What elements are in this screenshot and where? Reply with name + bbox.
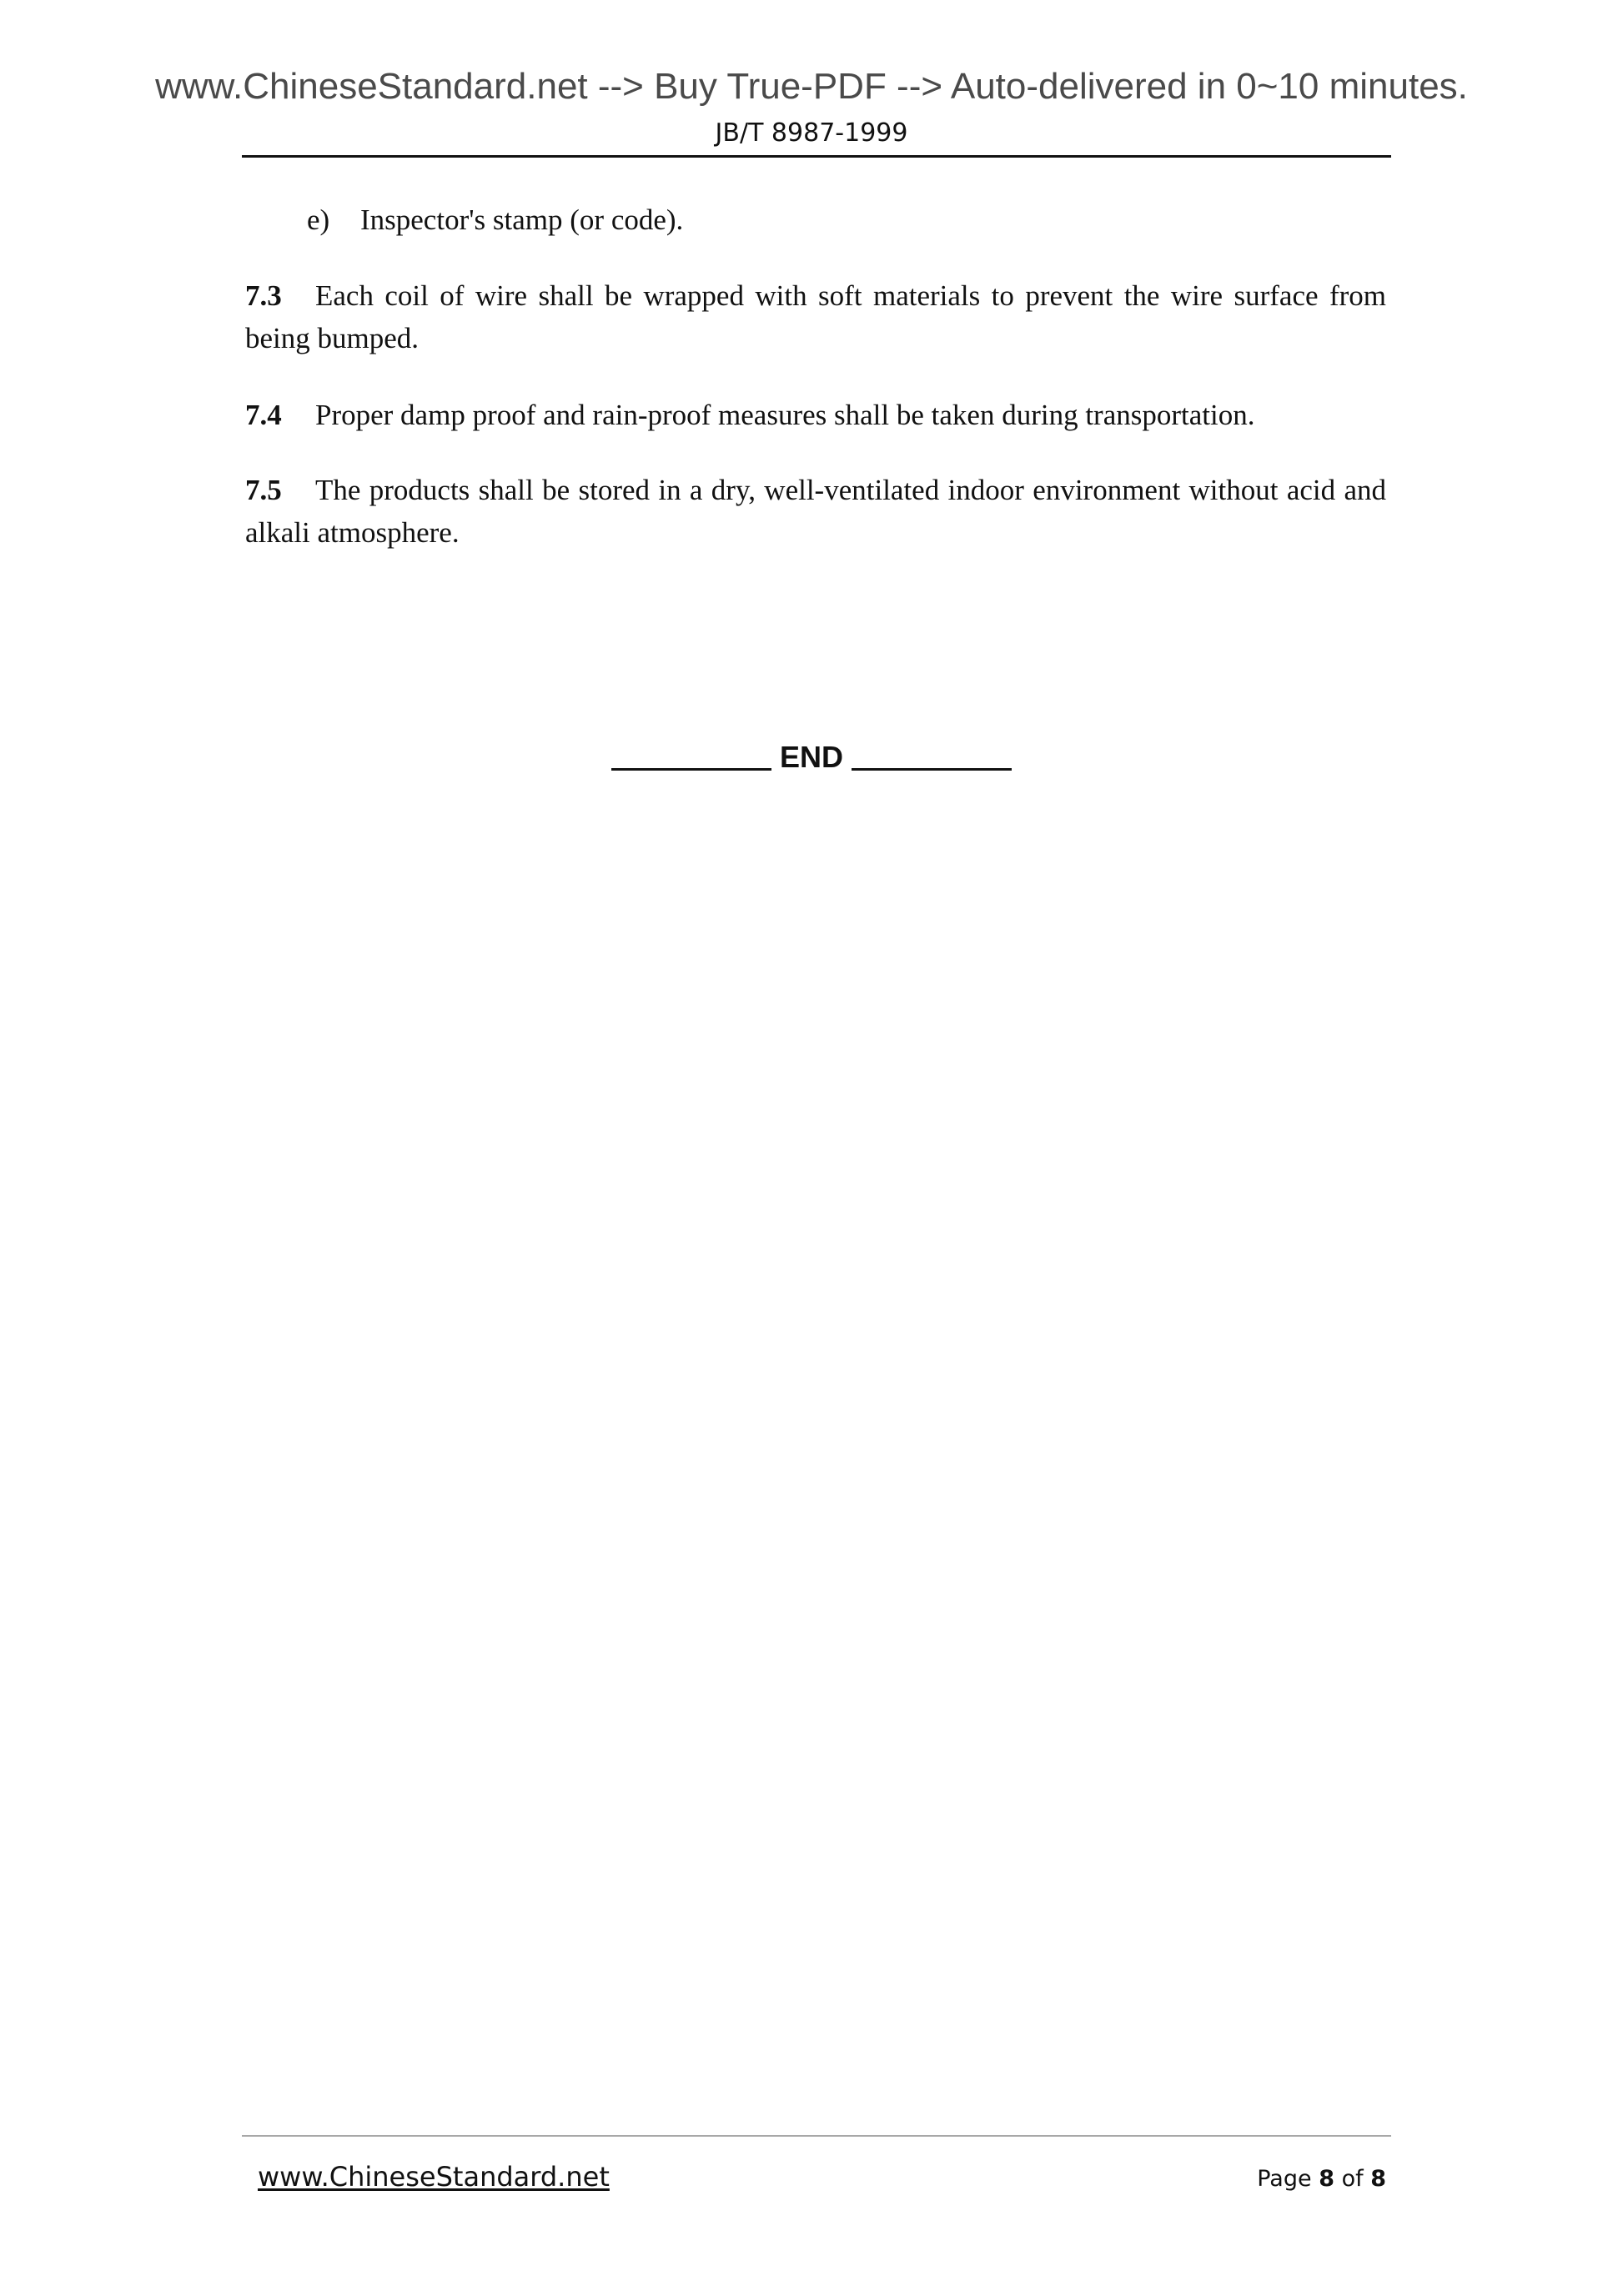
- end-rule-left: [611, 768, 771, 771]
- header-divider: [242, 155, 1391, 158]
- page-number: [1257, 2165, 1386, 2193]
- clause-7-4: [245, 394, 1386, 436]
- page-word: Page: [1257, 2166, 1312, 2192]
- clause-number: 7.5: [245, 474, 282, 506]
- page-of: of: [1341, 2166, 1364, 2192]
- clause-text: Proper damp proof and rain-proof measures shall be taken during transportation.: [315, 399, 1255, 431]
- end-rule-right: [852, 768, 1012, 771]
- footer-divider: [242, 2135, 1391, 2137]
- clause-number: 7.4: [245, 399, 282, 431]
- clause-text: The products shall be stored in a dry, well-ventilated indoor environment without acid and alkali atmosphere.: [245, 474, 1386, 549]
- end-marker: [0, 739, 1623, 776]
- page-current: 8: [1319, 2166, 1334, 2192]
- site-banner[interactable]: www.ChineseStandard.net --> Buy True-PDF --> Auto-delivered in 0~10 minutes.: [155, 66, 1468, 107]
- clause-7-3: [245, 274, 1386, 359]
- clause-number: 7.3: [245, 279, 282, 312]
- clause-7-5: [245, 469, 1386, 554]
- list-item-e: [307, 198, 683, 241]
- footer-site-link[interactable]: www.ChineseStandard.net: [258, 2161, 610, 2193]
- clause-text: Each coil of wire shall be wrapped with soft materials to prevent the wire surface from being bumped.: [245, 279, 1386, 354]
- list-item-marker: e): [307, 203, 330, 236]
- list-item-text: Inspector's stamp (or code).: [360, 203, 684, 236]
- page-total: 8: [1370, 2166, 1386, 2192]
- end-label: END: [779, 740, 843, 774]
- document-code: JB/T 8987-1999: [715, 118, 908, 148]
